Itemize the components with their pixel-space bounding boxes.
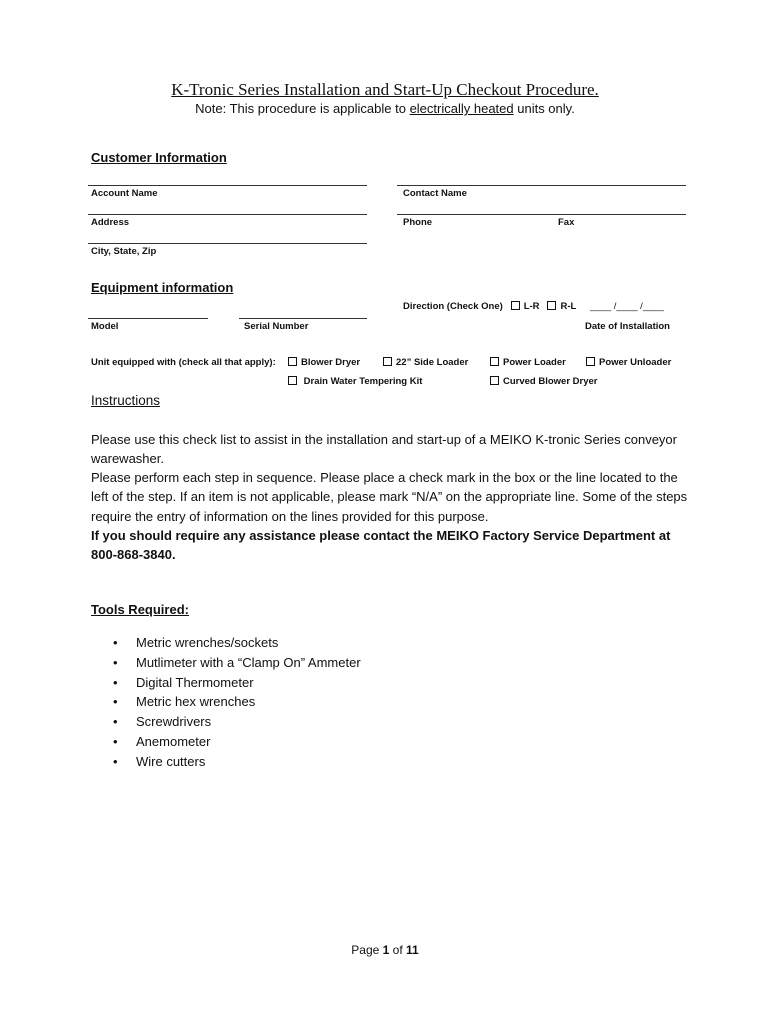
address-line[interactable] (88, 214, 367, 215)
power-unloader-checkbox[interactable] (586, 357, 595, 366)
serial-number-label: Serial Number (244, 321, 309, 332)
direction-lr-label: L-R (523, 301, 540, 312)
phone-fax-line[interactable] (397, 214, 686, 215)
model-label: Model (91, 321, 119, 332)
page-total: 11 (406, 943, 419, 957)
option-side-loader[interactable] (383, 357, 468, 368)
list-item (113, 752, 361, 772)
tools-required-heading: Tools Required: (91, 602, 189, 617)
account-name-label: Account Name (91, 188, 158, 199)
bullet-icon: • (113, 694, 118, 710)
curved-blower-dryer-checkbox[interactable] (490, 376, 499, 385)
contact-name-label: Contact Name (403, 188, 467, 199)
option-drain-water-kit[interactable] (288, 376, 422, 387)
phone-label: Phone (403, 217, 433, 228)
customer-info-heading: Customer Information (91, 150, 227, 165)
date-blank[interactable]: ____ /____ /____ (590, 301, 664, 312)
bullet-icon: • (113, 714, 118, 730)
document-title: K-Tronic Series Installation and Start-Up Checkout Procedure. (171, 80, 599, 99)
contact-name-line[interactable] (397, 185, 686, 186)
date-of-installation-label: Date of Installation (585, 321, 670, 332)
bullet-icon: • (113, 733, 118, 749)
direction-rl-checkbox[interactable] (547, 301, 556, 310)
of-word: of (392, 943, 403, 957)
power-loader-label: Power Loader (503, 357, 566, 368)
option-power-unloader[interactable] (586, 357, 671, 368)
page-number: 1 (382, 943, 390, 957)
unit-equipped-label: Unit equipped with (check all that apply): (91, 357, 276, 368)
curved-blower-dryer-label: Curved Blower Dryer (503, 376, 598, 387)
instructions-assistance: If you should require any assistance please contact the MEIKO Factory Service Department at 800-868-3840. (91, 528, 671, 563)
instructions-heading: Instructions (91, 393, 161, 408)
blower-dryer-checkbox[interactable] (288, 357, 297, 366)
note-suffix: units only. (513, 101, 575, 116)
address-label: Address (91, 217, 130, 228)
bullet-icon: • (113, 635, 118, 650)
model-line[interactable] (88, 318, 208, 319)
page-word: Page (351, 943, 380, 957)
serial-number-line[interactable] (239, 318, 367, 319)
tool-label: Metric hex wrenches (136, 694, 256, 710)
bullet-icon: • (113, 674, 118, 690)
tool-label: Metric wrenches/sockets (136, 635, 279, 650)
list-item (113, 633, 361, 653)
city-state-zip-line[interactable] (88, 243, 367, 244)
equipment-info-heading: Equipment information (91, 280, 234, 295)
list-item (113, 673, 361, 693)
drain-water-kit-label: Drain Water Tempering Kit (303, 376, 423, 387)
list-item (113, 692, 361, 712)
note-prefix: Note: This procedure is applicable to (195, 101, 410, 116)
city-state-zip-label: City, State, Zip (91, 246, 157, 257)
note-text (0, 101, 770, 116)
side-loader-label: 22” Side Loader (396, 357, 469, 368)
bullet-icon: • (113, 654, 118, 670)
instructions-paragraph-1: Please use this check list to assist in the installation and start-up of a MEIKO K-tronic Series conveyor warewasher. (91, 432, 677, 467)
tools-list (113, 633, 361, 772)
page-footer (0, 943, 770, 957)
tool-label: Anemometer (136, 733, 211, 749)
power-loader-checkbox[interactable] (490, 357, 499, 366)
instructions-paragraph-2: Please perform each step in sequence. Please place a check mark in the box or the line located to the left of the step. If an item is not applicable, please mark “N/A” on the appropriate line. Some of the steps require the entry of information on the lines provided for this purpose. (91, 470, 688, 524)
list-item (113, 712, 361, 732)
list-item (113, 732, 361, 752)
direction-label: Direction (Check One) (403, 301, 503, 312)
option-blower-dryer[interactable] (288, 357, 360, 368)
direction-row (403, 301, 576, 312)
power-unloader-label: Power Unloader (599, 357, 672, 368)
fax-label: Fax (558, 217, 575, 228)
note-emphasis: electrically heated (409, 101, 514, 116)
tool-label: Mutlimeter with a “Clamp On” Ammeter (136, 654, 361, 670)
blower-dryer-label: Blower Dryer (301, 357, 361, 368)
direction-rl-label: R-L (560, 301, 577, 312)
account-name-line[interactable] (88, 185, 367, 186)
drain-water-kit-checkbox[interactable] (288, 376, 297, 385)
option-power-loader[interactable] (490, 357, 566, 368)
tool-label: Digital Thermometer (136, 674, 254, 690)
side-loader-checkbox[interactable] (383, 357, 392, 366)
tool-label: Screwdrivers (136, 714, 212, 730)
tool-label: Wire cutters (136, 753, 206, 769)
option-curved-blower-dryer[interactable] (490, 376, 598, 387)
list-item (113, 653, 361, 673)
direction-lr-checkbox[interactable] (511, 301, 520, 310)
bullet-icon: • (113, 753, 118, 769)
